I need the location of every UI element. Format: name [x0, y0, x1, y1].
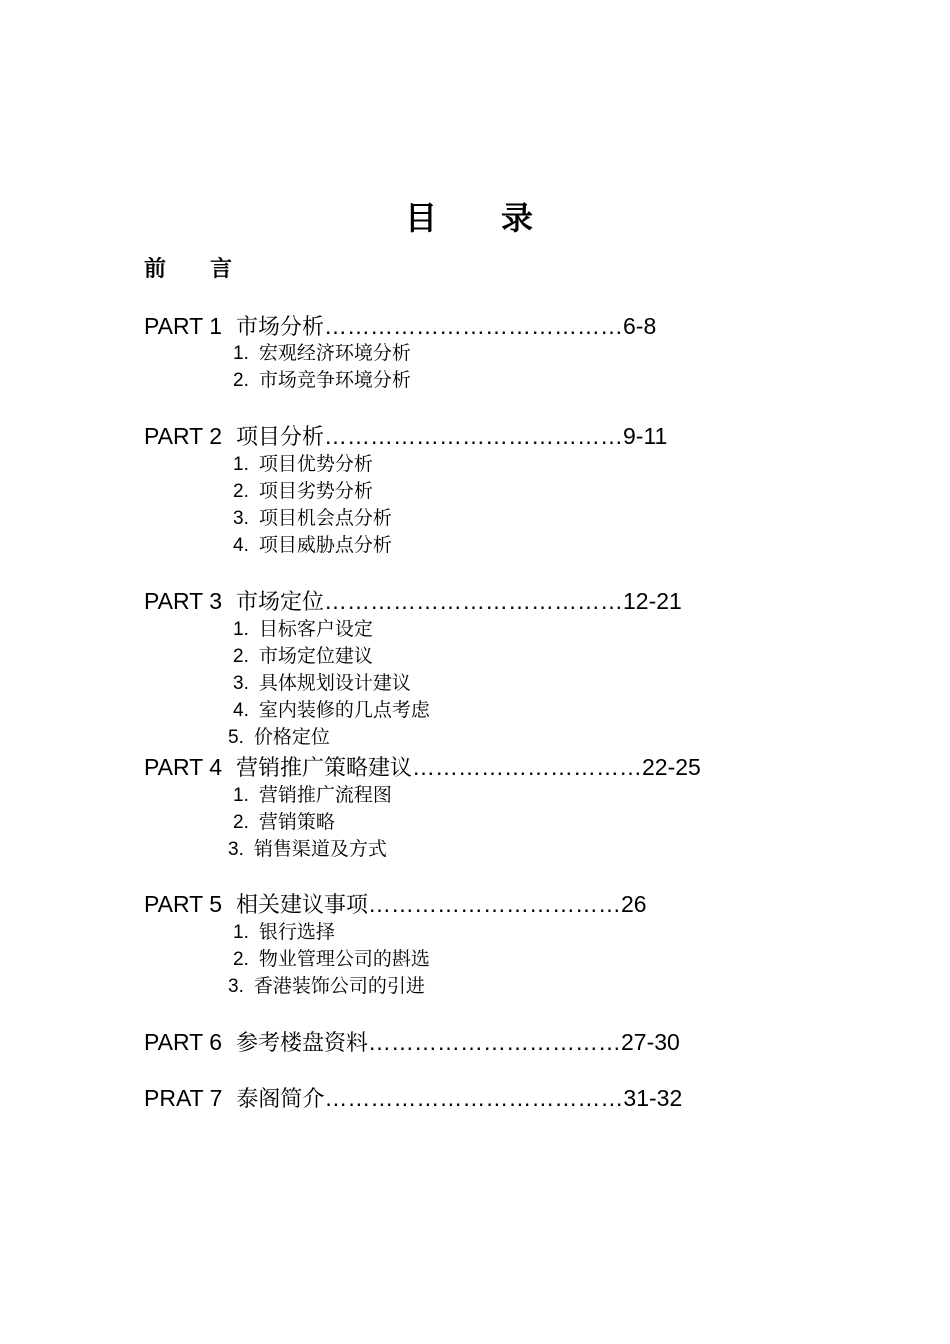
toc-item [233, 919, 335, 946]
leader-dots: ………………………………… [324, 1085, 624, 1111]
item-number: 1. [233, 922, 249, 943]
toc-item [233, 643, 373, 670]
part-name: 营销推广策略建议 [235, 756, 412, 781]
item-number: 5. [228, 727, 244, 748]
toc-item [233, 697, 430, 724]
item-number: 3. [233, 673, 249, 694]
toc-title: 目 录 [405, 199, 534, 237]
toc-part-4 [144, 752, 701, 784]
toc-part-3 [144, 586, 682, 618]
item-text: 目标客户设定 [258, 618, 373, 640]
item-number: 4. [233, 535, 249, 556]
toc-item [233, 505, 392, 532]
item-text: 银行选择 [258, 921, 335, 943]
part-label: PART 1 [144, 313, 222, 339]
part-label: PRAT 7 [144, 1085, 223, 1111]
item-text: 室内装修的几点考虑 [258, 699, 430, 721]
item-number: 3. [228, 976, 244, 997]
toc-part-6 [144, 1027, 680, 1059]
part-name: 参考楼盘资料 [235, 1031, 368, 1056]
toc-item [233, 451, 373, 478]
preface-heading: 前 言 [144, 257, 233, 282]
toc-part-1 [144, 311, 656, 343]
item-number: 1. [233, 619, 249, 640]
item-number: 2. [233, 481, 249, 502]
part-name: 市场定位 [235, 590, 324, 615]
part-label: PART 4 [144, 754, 222, 780]
item-number: 2. [233, 370, 249, 391]
item-number: 1. [233, 785, 249, 806]
leader-dots: ………………………………… [324, 588, 623, 614]
page-range: 27-30 [621, 1029, 680, 1055]
toc-item [233, 532, 392, 559]
item-number: 2. [233, 812, 249, 833]
leader-dots: ………………………… [412, 754, 642, 780]
leader-dots: …………………………… [368, 1029, 621, 1055]
toc-item [233, 340, 411, 367]
part-name: 相关建议事项 [235, 893, 368, 918]
item-number: 1. [233, 454, 249, 475]
page-range: 6-8 [623, 313, 657, 339]
item-number: 2. [233, 949, 249, 970]
item-number: 3. [228, 839, 244, 860]
toc-item [233, 616, 373, 643]
item-text: 价格定位 [253, 726, 330, 748]
toc-item [233, 670, 411, 697]
toc-part-7 [144, 1083, 682, 1115]
part-label: PART 6 [144, 1029, 222, 1055]
item-text: 宏观经济环境分析 [258, 342, 411, 364]
item-number: 1. [233, 343, 249, 364]
toc-part-5 [144, 889, 647, 921]
item-text: 营销策略 [258, 811, 335, 833]
toc-item [233, 782, 392, 809]
item-number: 4. [233, 700, 249, 721]
part-label: PART 5 [144, 891, 222, 917]
item-number: 3. [233, 508, 249, 529]
part-label: PART 3 [144, 588, 222, 614]
toc-item [233, 946, 430, 973]
item-text: 市场定位建议 [258, 645, 373, 667]
item-number: 2. [233, 646, 249, 667]
toc-item [233, 478, 373, 505]
leader-dots: ………………………………… [324, 423, 623, 449]
part-name: 泰阁简介 [236, 1087, 325, 1112]
item-text: 具体规划设计建议 [258, 672, 411, 694]
page-range: 9-11 [623, 423, 668, 449]
item-text: 市场竞争环境分析 [258, 369, 411, 391]
toc-item [228, 724, 330, 751]
page-range: 26 [621, 891, 647, 917]
item-text: 香港装饰公司的引进 [253, 975, 425, 997]
item-text: 物业管理公司的斟选 [258, 948, 430, 970]
page-range: 31-32 [623, 1085, 683, 1111]
item-text: 项目威胁点分析 [258, 534, 392, 556]
leader-dots: …………………………… [368, 891, 621, 917]
toc-item [233, 809, 335, 836]
toc-item [228, 973, 425, 1000]
part-name: 项目分析 [235, 425, 324, 450]
page-range: 12-21 [623, 588, 682, 614]
item-text: 营销推广流程图 [258, 784, 392, 806]
page-range: 22-25 [642, 754, 701, 780]
item-text: 项目机会点分析 [258, 507, 392, 529]
item-text: 项目劣势分析 [258, 480, 373, 502]
part-name: 市场分析 [235, 315, 324, 340]
item-text: 项目优势分析 [258, 453, 373, 475]
toc-part-2 [144, 421, 667, 453]
part-label: PART 2 [144, 423, 222, 449]
toc-item [233, 367, 411, 394]
item-text: 销售渠道及方式 [253, 838, 387, 860]
leader-dots: ………………………………… [324, 313, 623, 339]
toc-item [228, 836, 387, 863]
